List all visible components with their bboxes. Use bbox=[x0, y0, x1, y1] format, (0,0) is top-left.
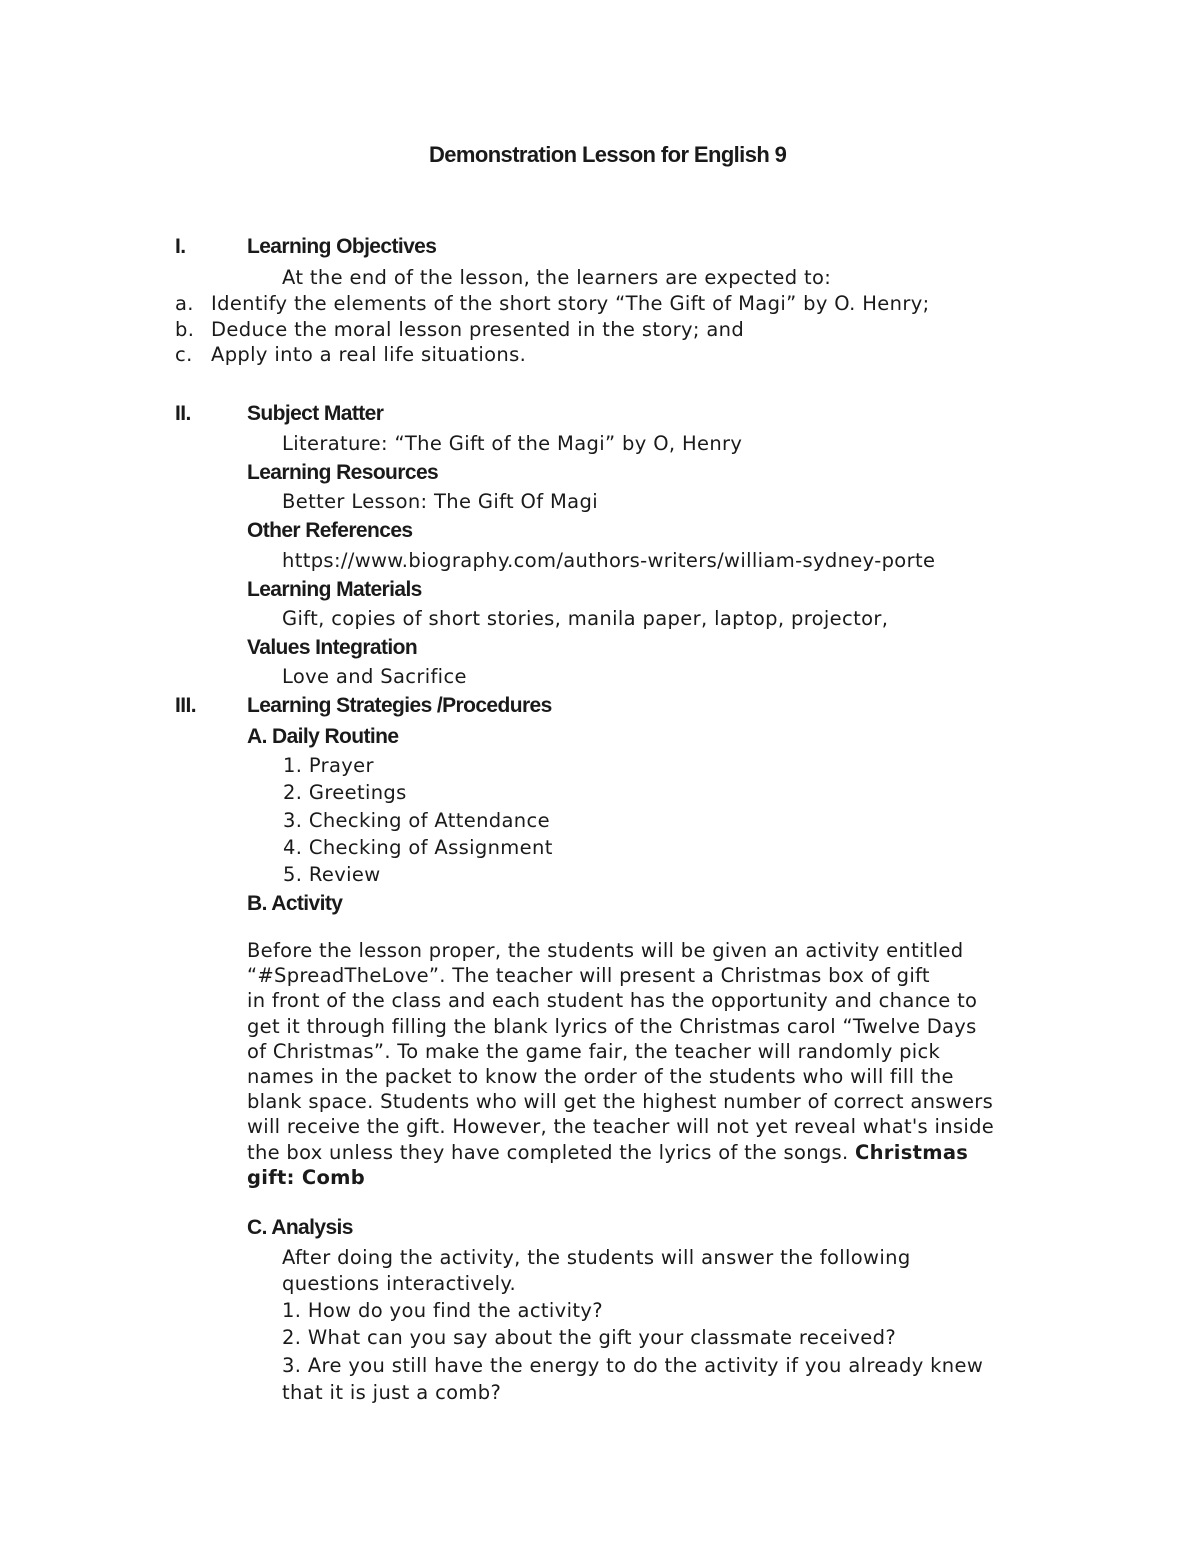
activity-line: blank space. Students who will get the highest number of correct answers bbox=[247, 1090, 994, 1114]
learning-resources-heading: Learning Resources bbox=[247, 461, 439, 484]
values-integration-value: Love and Sacrifice bbox=[282, 665, 467, 688]
activity-paragraph bbox=[247, 938, 1067, 1190]
activity-last-line-text: the box unless they have completed the lyrics of the songs. bbox=[247, 1140, 855, 1164]
values-integration-heading: Values Integration bbox=[247, 636, 418, 659]
objective-letter: c. bbox=[175, 343, 193, 366]
routine-item: 3. Checking of Attendance bbox=[283, 809, 550, 832]
analysis-question: 1. How do you find the activity? bbox=[282, 1299, 603, 1322]
other-references-heading: Other References bbox=[247, 519, 413, 542]
objectives-intro: At the end of the lesson, the learners are expected to: bbox=[282, 266, 832, 289]
analysis-line: After doing the activity, the students will answer the following bbox=[282, 1246, 911, 1269]
subject-matter-value: Literature: “The Gift of the Magi” by O, Henry bbox=[282, 432, 743, 455]
subheading-analysis: C. Analysis bbox=[247, 1216, 353, 1239]
learning-resources-value: Better Lesson: The Gift Of Magi bbox=[282, 490, 598, 513]
section-heading-learning-objectives: Learning Objectives bbox=[247, 235, 437, 258]
christmas-gift-value: gift: Comb bbox=[247, 1165, 366, 1189]
routine-item: 1. Prayer bbox=[283, 754, 374, 777]
objective-letter: a. bbox=[175, 292, 194, 315]
activity-line: will receive the gift. However, the teacher will not yet reveal what's inside bbox=[247, 1115, 995, 1139]
routine-item: 4. Checking of Assignment bbox=[283, 836, 553, 859]
analysis-line: questions interactively. bbox=[282, 1272, 517, 1295]
objective-letter: b. bbox=[175, 318, 195, 341]
christmas-gift-label: Christmas bbox=[855, 1140, 969, 1164]
routine-item: 2. Greetings bbox=[283, 781, 407, 804]
other-references-url: https://www.biography.com/authors-writers/william-sydney-porte bbox=[282, 549, 936, 572]
objective-text: Identify the elements of the short story “The Gift of Magi” by O. Henry; bbox=[211, 292, 930, 315]
document-title: Demonstration Lesson for English 9 bbox=[429, 142, 787, 167]
analysis-question: that it is just a comb? bbox=[282, 1381, 502, 1404]
objective-text: Deduce the moral lesson presented in the story; and bbox=[211, 318, 745, 341]
routine-item: 5. Review bbox=[283, 863, 381, 886]
activity-line: in front of the class and each student has the opportunity and chance to bbox=[247, 989, 978, 1013]
section-heading-subject-matter: Subject Matter bbox=[247, 402, 384, 425]
objective-text: Apply into a real life situations. bbox=[211, 343, 527, 366]
section-number: III. bbox=[175, 694, 196, 717]
section-number: I. bbox=[175, 235, 186, 258]
activity-line: Before the lesson proper, the students will be given an activity entitled bbox=[247, 939, 964, 962]
activity-line: “#SpreadTheLove”. The teacher will present a Christmas box of gift bbox=[247, 964, 930, 988]
activity-line bbox=[247, 1165, 1067, 1190]
learning-materials-heading: Learning Materials bbox=[247, 578, 422, 601]
subheading-daily-routine: A. Daily Routine bbox=[247, 725, 399, 748]
analysis-question: 3. Are you still have the energy to do the activity if you already knew bbox=[282, 1354, 984, 1377]
learning-materials-value: Gift, copies of short stories, manila paper, laptop, projector, bbox=[282, 607, 889, 630]
activity-line bbox=[247, 1140, 1067, 1165]
section-number: II. bbox=[175, 402, 191, 425]
subheading-activity: B. Activity bbox=[247, 892, 343, 915]
section-heading-learning-strategies: Learning Strategies /Procedures bbox=[247, 694, 552, 717]
activity-line: get it through filling the blank lyrics of the Christmas carol “Twelve Days bbox=[247, 1014, 977, 1038]
activity-line: names in the packet to know the order of the students who will fill the bbox=[247, 1065, 954, 1089]
activity-line: of Christmas”. To make the game fair, the teacher will randomly pick bbox=[247, 1039, 941, 1063]
analysis-question: 2. What can you say about the gift your classmate received? bbox=[282, 1326, 897, 1349]
